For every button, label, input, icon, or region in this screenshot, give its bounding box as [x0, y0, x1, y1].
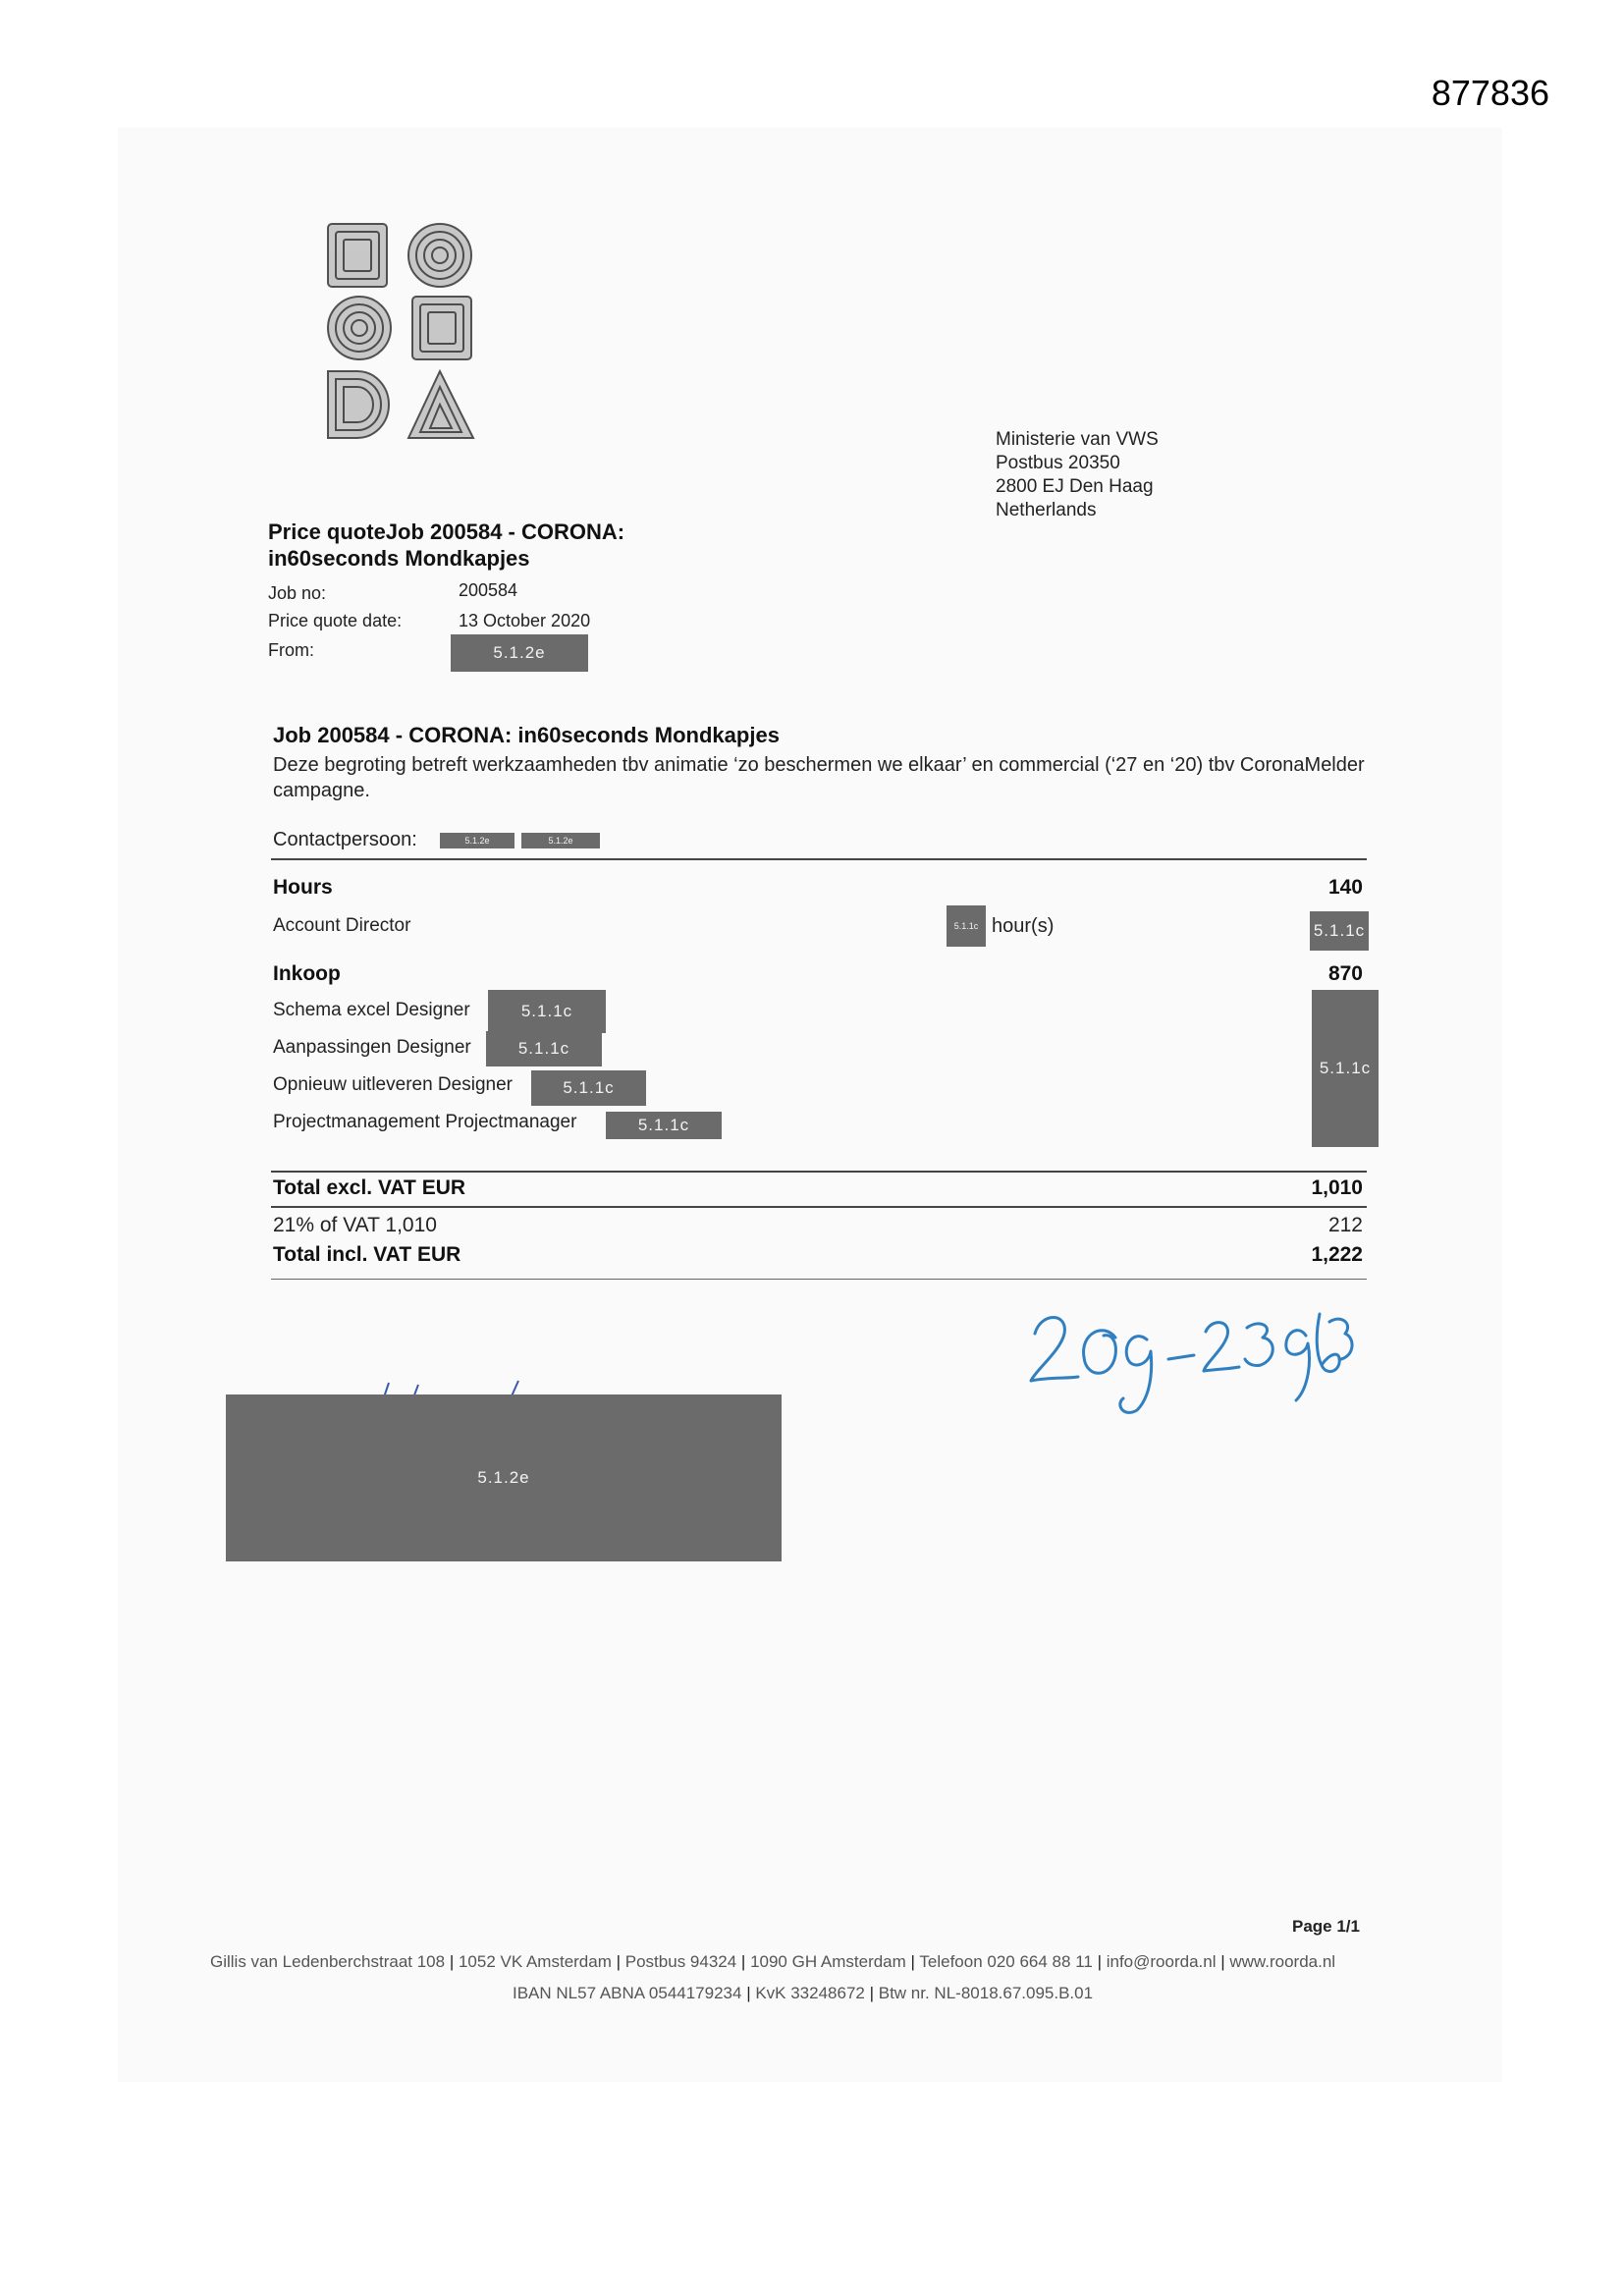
recipient-address: [996, 428, 1159, 522]
inkoop-item-label: Projectmanagement Projectmanager: [273, 1112, 577, 1132]
inkoop-amount-redaction: 5.1.1c: [1312, 990, 1379, 1147]
footer-website: www.roorda.nl: [1229, 1952, 1336, 1971]
hours-item-label: Account Director: [273, 915, 411, 936]
address-line: Ministerie van VWS: [996, 429, 1159, 450]
job-no-value: 200584: [459, 580, 518, 600]
inkoop-item-redaction: 5.1.1c: [488, 990, 606, 1033]
date-value: 13 October 2020: [459, 611, 591, 630]
contact-label: Contactpersoon:: [273, 829, 417, 850]
total-excl-label: Total excl. VAT EUR: [273, 1176, 466, 1199]
inkoop-item-label: Schema excel Designer: [273, 1000, 470, 1020]
divider: [271, 1206, 1367, 1208]
total-excl-value: 1,010: [1311, 1176, 1363, 1199]
inkoop-item-redaction: 5.1.1c: [531, 1070, 646, 1106]
from-label: From:: [268, 640, 314, 660]
inkoop-item-label: Opnieuw uitleveren Designer: [273, 1074, 513, 1095]
inkoop-item-redaction: 5.1.1c: [606, 1112, 722, 1139]
job-title: Job 200584 - CORONA: in60seconds Mondkapjes: [273, 723, 780, 747]
quote-title-line-2: in60seconds Mondkapjes: [268, 546, 530, 571]
roorda-logo: [324, 218, 481, 442]
footer-street: Gillis van Ledenberchstraat 108: [210, 1952, 446, 1971]
address-line: 2800 EJ Den Haag: [996, 476, 1154, 497]
inkoop-heading: Inkoop: [273, 962, 341, 985]
quote-title-line-1: Price quoteJob 200584 - CORONA:: [268, 519, 625, 544]
footer-postcode: 1052 VK Amsterdam: [458, 1952, 612, 1971]
footer-postbus: Postbus 94324: [624, 1952, 737, 1971]
footer-phone: Telefoon 020 664 88 11: [919, 1952, 1093, 1971]
footer-email: info@roorda.nl: [1106, 1952, 1217, 1971]
contact-redaction-2: 5.1.2e: [521, 833, 600, 848]
vat-value: 212: [1327, 1214, 1363, 1236]
job-no-label: Job no:: [268, 583, 327, 603]
page-number: Page 1/1: [1292, 1917, 1360, 1936]
signature-redaction: 5.1.2e: [226, 1394, 782, 1561]
inkoop-item-redaction: 5.1.1c: [486, 1031, 602, 1066]
footer-kvk: KvK 33248672: [755, 1984, 865, 2002]
footer-line-1: Gillis van Ledenberchstraat 108 | 1052 VK Amsterdam | Postbus 94324 | 1090 GH Amsterdam | Telefoon 020 664 88 11 | info@roorda.nl | www.roorda.nl: [210, 1952, 1336, 1971]
quote-title: [268, 519, 624, 572]
footer-iban: IBAN NL57 ABNA 0544179234: [513, 1984, 742, 2002]
divider: [271, 1171, 1367, 1173]
from-redaction: 5.1.2e: [451, 634, 588, 672]
footer-line-2: IBAN NL57 ABNA 0544179234 | KvK 33248672 | Btw nr. NL-8018.67.095.B.01: [513, 1984, 1094, 2002]
contact-redaction-1: 5.1.2e: [440, 833, 514, 848]
divider: [271, 858, 1367, 860]
date-label: Price quote date:: [268, 611, 403, 630]
total-incl-value: 1,222: [1311, 1243, 1363, 1266]
footer-postbus-postcode: 1090 GH Amsterdam: [750, 1952, 906, 1971]
total-incl-label: Total incl. VAT EUR: [273, 1243, 461, 1266]
document-number: 877836: [1431, 73, 1549, 113]
divider: [271, 1279, 1367, 1280]
hours-total: 140: [1327, 876, 1363, 899]
hours-heading: Hours: [273, 876, 333, 899]
hours-unit: hour(s): [992, 915, 1055, 937]
hours-amount-redaction: 5.1.1c: [1310, 911, 1369, 951]
hours-qty-redaction: 5.1.1c: [947, 905, 986, 947]
handwritten-note: [1021, 1294, 1355, 1422]
inkoop-item-label: Aanpassingen Designer: [273, 1037, 471, 1058]
footer-btw: Btw nr. NL-8018.67.095.B.01: [878, 1984, 1094, 2002]
vat-label: 21% of VAT 1,010: [273, 1214, 437, 1236]
job-description: Deze begroting betreft werkzaamheden tbv animatie ‘zo beschermen we elkaar’ en commercial (‘27 en ‘20) tbv CoronaMelder campagne.: [273, 754, 1365, 801]
inkoop-total: 870: [1327, 962, 1363, 985]
address-line: Netherlands: [996, 500, 1097, 520]
address-line: Postbus 20350: [996, 453, 1120, 473]
